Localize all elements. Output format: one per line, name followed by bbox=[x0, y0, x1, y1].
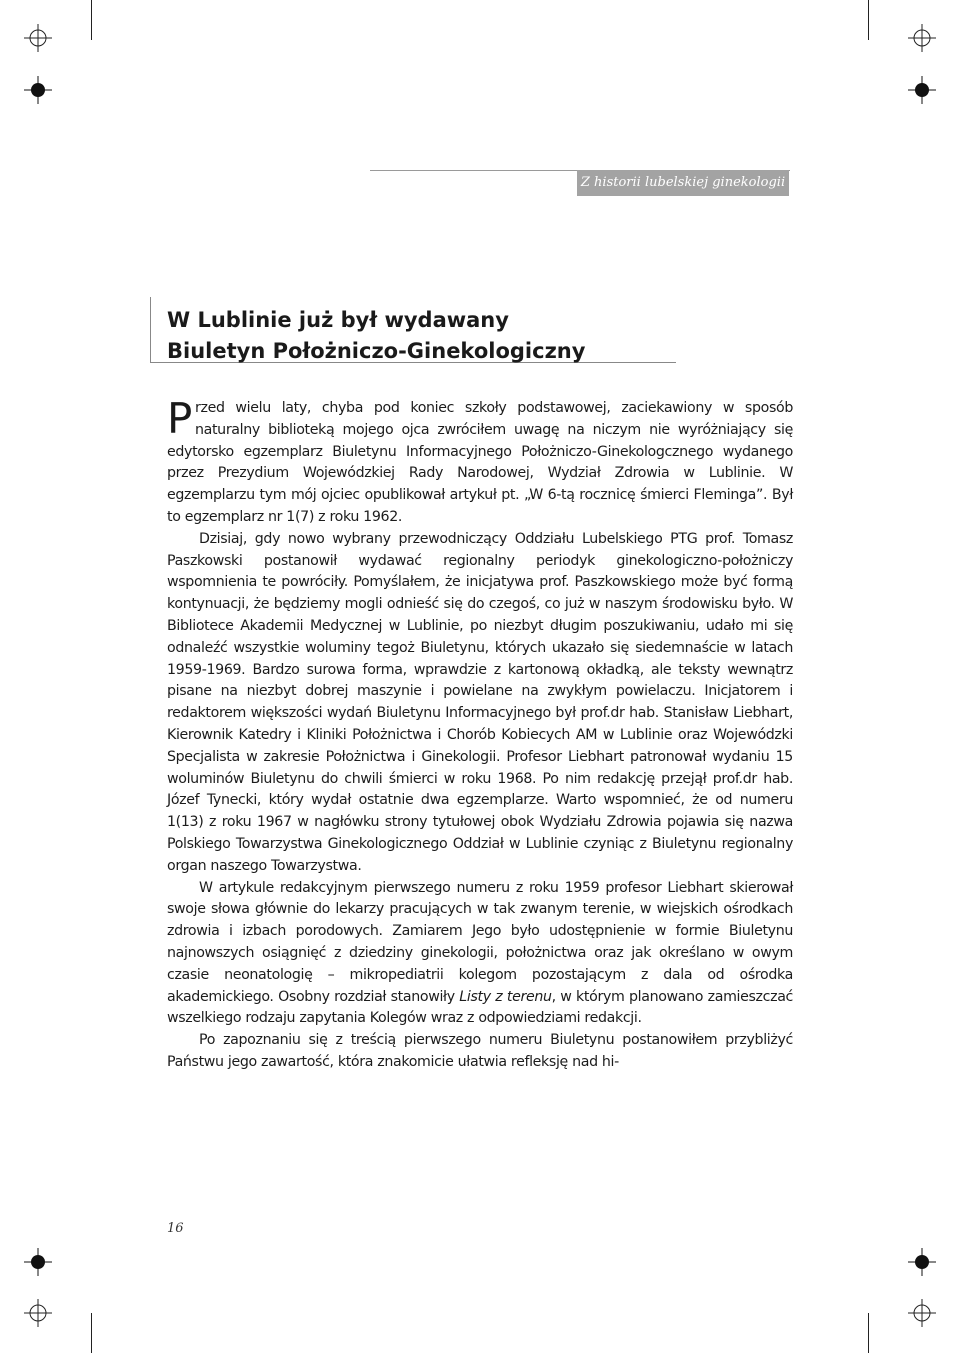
registration-mark-icon bbox=[24, 24, 52, 52]
paragraph-4: Po zapoznaniu się z treścią pierwszego numeru Biuletynu postanowiłem przybliżyć Państwu jego zawartość, która znakomicie ułatwia refleksję nad hi- bbox=[167, 1032, 793, 1070]
solid-registration-mark-icon bbox=[908, 1248, 936, 1276]
solid-registration-mark-icon bbox=[24, 1248, 52, 1276]
paragraph-3-italic: Listy z terenu bbox=[459, 988, 552, 1005]
crop-mark bbox=[868, 1313, 869, 1353]
registration-mark-icon bbox=[24, 1299, 52, 1327]
solid-registration-mark-icon bbox=[24, 76, 52, 104]
registration-mark-icon bbox=[908, 24, 936, 52]
paragraph-3 bbox=[167, 878, 793, 1031]
title-line-2: Biuletyn Położniczo-Ginekologiczny bbox=[167, 339, 586, 363]
paragraph-2: Dzisiaj, gdy nowo wybrany przewodniczący Oddziału Lubelskiego PTG prof. Tomasz Paszkowski postanowił wydawać regionalny periodyk ginekologiczno-położniczy wspomnienia te powróciły. Pomyślałem, że inicjatywa prof. Paszkowskiego może być formą kontynuacji, że będziemy mogli odnieść się do czegoś, co już w naszym środowisku było. W Bibliotece Akademii Medycznej w Lublinie, po niezbyt długim poszukiwaniu, udało mi się odnaleźć wszystkie woluminy tegoż Biuletynu, których ukazało się siedemnaście w latach 1959-1969. Bardzo surowa forma, wprawdzie z kartonową okładką, ale teksty wewnątrz pisane na niezbyt dobrej maszynie i powielane na zwykłym powielaczu. Inicjatorem i redaktorem większości wydań Biuletynu Informacyjnego był prof.dr hab. Stanisław Liebhart, Kierownik Katedry i Kliniki Położnictwa i Chorób Kobiecych AM w Lublinie oraz Wojewódzki Specjalista w zakresie Położnictwa i Ginekologii. Profesor Liebhart patronował wydaniu 15 woluminów Biuletynu do chwili śmierci w roku 1968. Po nim redakcję przejął prof.dr hab. Józef Tynecki, który wydał ostatnie dwa egzemplarze. Warto wspomnieć, że od numeru 1(13) z roku 1967 w nagłówku strony tytułowej obok Wydziału Zdrowia pojawia się nazwa Polskiego Towarzystwa Ginekologicznego Oddział w Lublinie czyniąc z Biuletynu regionalny organ naszego Towarzystwa. bbox=[167, 530, 793, 874]
title-line-1: W Lublinie już był wydawany bbox=[167, 308, 509, 332]
drop-cap: P bbox=[167, 394, 192, 443]
paragraph-3-text-b: , w którym planowano zamieszczać wszelkiego rodzaju zapytania Kolegów wraz z odpowiedziami redakcji. bbox=[167, 988, 793, 1027]
solid-registration-mark-icon bbox=[908, 76, 936, 104]
page-number: 16 bbox=[167, 1221, 184, 1236]
section-header: Z historii lubelskiej ginekologii bbox=[577, 170, 789, 196]
crop-mark bbox=[868, 0, 869, 40]
paragraph-1-text: rzed wielu laty, chyba pod koniec szkoły podstawowej, zaciekawiony w sposób naturalny biblioteką mojego ojca zwróciłem uwagę na niczym nie wyróżniający się edytorsko egzemplarz Biuletynu Informacyjnego Położniczo-Ginekologcznego wydanego przez Prezydium Wojewódzkiej Rady Narodowej, Wydział Zdrowia w Lublinie. W egzemplarzu tym mój ojciec opublikował artykuł pt. „W 6-tą rocznicę śmierci Fleminga”. Był to egzemplarz nr 1(7) z roku 1962. bbox=[167, 400, 793, 525]
title-rule-vertical bbox=[150, 297, 151, 363]
crop-mark bbox=[91, 1313, 92, 1353]
article-body bbox=[167, 394, 793, 1074]
crop-mark bbox=[91, 0, 92, 40]
article-title bbox=[167, 305, 667, 367]
paragraph-3-text-a: W artykule redakcyjnym pierwszego numeru z roku 1959 profesor Liebhart skierował swoje słowa głównie do lekarzy pracujących w tak zwanym terenie, w wiejskich ośrodkach zdrowia i izbach porodowych. Zamiarem Jego było udostępnienie w formie Biuletynu najnowszych osiągnięć z dziedziny ginekologii, położnictwa oraz jak określano w owym czasie neonatologię – mikropediatrii kolegom pozostającym z dala od ośrodka akademickiego. Osobny rozdział stanowiły bbox=[167, 879, 793, 1005]
paragraph-1 bbox=[167, 394, 793, 529]
registration-mark-icon bbox=[908, 1299, 936, 1327]
